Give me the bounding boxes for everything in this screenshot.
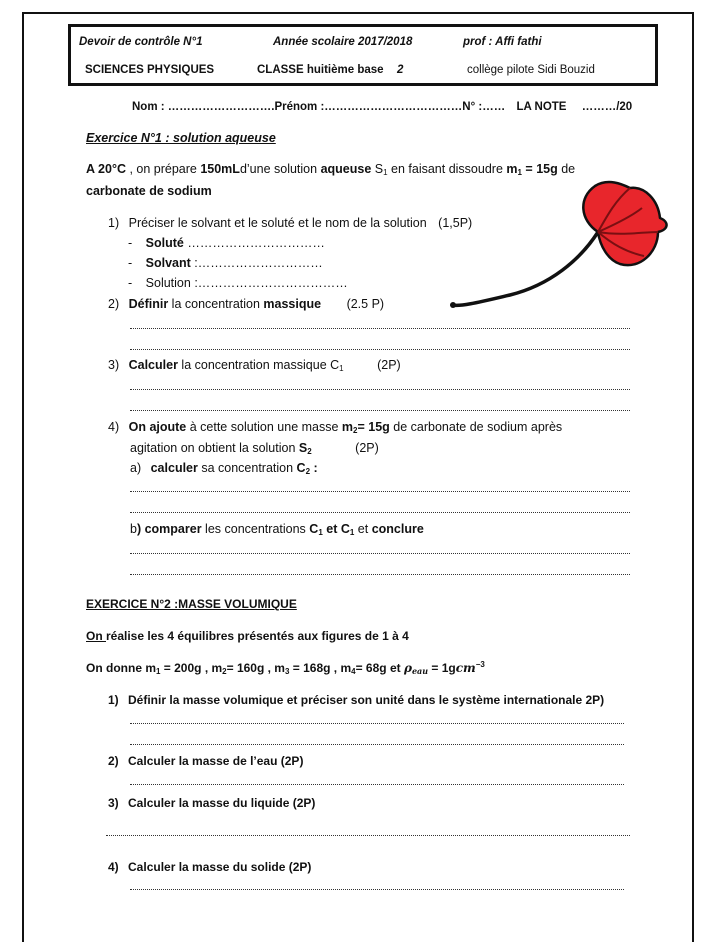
intro-text: en faisant dissoudre xyxy=(387,162,507,176)
bullet-dash: - xyxy=(128,256,133,270)
bullet-dash: - xyxy=(128,276,133,290)
superscript: −3 xyxy=(475,660,485,669)
question-text: Préciser le solvant et le soluté et le nom de la solution xyxy=(128,216,427,230)
bullet-dash: - xyxy=(128,236,133,250)
question-number: 3) xyxy=(108,358,120,372)
header-box xyxy=(68,24,658,86)
grade-label: LA NOTE xyxy=(516,101,567,113)
question-text: à cette solution une masse xyxy=(186,420,342,434)
ex1-question-4a xyxy=(130,461,318,476)
question-verb: On ajoute xyxy=(128,420,187,434)
exercise2-intro xyxy=(86,629,409,643)
question-text: Calculer la masse du solide (2P) xyxy=(128,860,312,874)
intro-text: d’une solution xyxy=(239,162,321,176)
intro-temp: A 20°C xyxy=(86,162,126,176)
subscript: 3 xyxy=(284,667,290,676)
intro-text: , on prépare xyxy=(125,162,201,176)
q1-item-solvant xyxy=(128,256,323,270)
answer-line[interactable] xyxy=(130,349,630,350)
solution-symbol: S xyxy=(298,441,308,455)
teacher-name: prof : Affi fathi xyxy=(463,36,542,48)
answer-line[interactable] xyxy=(106,835,630,836)
ex1-question-2 xyxy=(108,297,384,311)
given-text: On donne m xyxy=(86,661,156,675)
rho-symbol: ρ xyxy=(403,661,412,675)
answer-blank[interactable]: :……………………………… xyxy=(190,276,348,290)
mass-value: = 15g xyxy=(357,420,390,434)
ex2-question-3 xyxy=(108,796,315,810)
stem-end xyxy=(450,302,456,308)
given-text: = 1g xyxy=(428,661,456,675)
exam-title: Devoir de contrôle N°1 xyxy=(79,36,203,48)
given-text: = 200g , m xyxy=(160,661,223,675)
question-text: et xyxy=(354,522,372,536)
subquestion-label: a) xyxy=(130,461,142,475)
poppy-flower-icon xyxy=(440,180,680,320)
intro-text: réalise les 4 équilibres présentés aux figures de 1 à 4 xyxy=(106,629,409,643)
school-name: collège pilote Sidi Bouzid xyxy=(467,64,595,76)
ex1-question-4 xyxy=(108,420,562,435)
subscript: 2 xyxy=(353,426,358,435)
answer-line[interactable] xyxy=(130,784,624,785)
subscript: eau xyxy=(411,666,429,676)
item-label: Solution xyxy=(145,276,191,290)
subscript: 1 xyxy=(383,168,388,177)
subscript: 4 xyxy=(351,667,356,676)
question-verb: Définir xyxy=(128,297,169,311)
subscript: 2 xyxy=(222,667,227,676)
flower-stem xyxy=(452,232,598,305)
ex2-question-4 xyxy=(108,860,311,874)
subscript: 2 xyxy=(305,467,311,476)
grade-field[interactable]: ………/20 xyxy=(581,101,633,113)
question-number: 1) xyxy=(108,216,120,230)
given-text: = 168g , m xyxy=(289,661,352,675)
answer-line[interactable] xyxy=(130,389,630,390)
answer-blank[interactable]: …………………………… xyxy=(183,236,325,250)
question-text: Calculer la masse du liquide (2P) xyxy=(128,796,316,810)
question-number: 2) xyxy=(108,754,119,768)
student-info-line xyxy=(132,101,632,113)
given-text: = 160g , m xyxy=(226,661,285,675)
question-verb: comparer xyxy=(141,522,202,536)
question-text: Calculer la masse de l’eau (2P) xyxy=(128,754,304,768)
question-number: 3) xyxy=(108,796,119,810)
exercise1-title: Exercice N°1 : solution aqueuse xyxy=(86,131,276,145)
answer-blank[interactable]: :………………………… xyxy=(190,256,323,270)
intro-m1: m xyxy=(506,162,518,176)
question-text: la concentration massique C xyxy=(177,358,340,372)
ex1-question-4-line2 xyxy=(130,441,379,456)
exercise2-given xyxy=(86,660,485,676)
subquestion-paren: ) xyxy=(136,522,142,536)
answer-line[interactable] xyxy=(130,744,624,745)
subject: SCIENCES PHYSIQUES xyxy=(85,64,215,76)
question-verb: Calculer xyxy=(128,358,178,372)
intro-mass: = 15g xyxy=(521,162,558,176)
question-points: (2.5 P) xyxy=(346,297,385,311)
unit: cm xyxy=(455,661,476,675)
intro-aqueuse: aqueuse xyxy=(320,162,372,176)
answer-line[interactable] xyxy=(130,512,630,513)
ex1-question-3 xyxy=(108,358,401,373)
question-number: 4) xyxy=(108,420,120,434)
intro-text: de xyxy=(557,162,576,176)
ex2-question-2 xyxy=(108,754,303,768)
intro-volume: 150mL xyxy=(200,162,240,176)
question-text: Définir la masse volumique et préciser son unité dans le système internationale 2P) xyxy=(128,693,605,707)
answer-line[interactable] xyxy=(130,328,630,329)
class-number: 2 xyxy=(397,64,404,76)
question-text: sa concentration xyxy=(197,461,297,475)
subscript: 1 xyxy=(517,168,522,177)
subscript: 1 xyxy=(349,528,355,537)
answer-line[interactable] xyxy=(130,723,624,724)
question-text: la concentration xyxy=(168,297,264,311)
intro-s1: S xyxy=(371,162,384,176)
question-points: (1,5P) xyxy=(438,216,473,230)
question-text: de carbonate de sodium après xyxy=(389,420,563,434)
question-verb: calculer xyxy=(150,461,198,475)
subscript: 1 xyxy=(339,364,344,373)
question-number: 1) xyxy=(108,693,119,707)
answer-line[interactable] xyxy=(130,889,624,890)
answer-line[interactable] xyxy=(130,574,630,575)
question-number: 2) xyxy=(108,297,120,311)
school-year: Année scolaire 2017/2018 xyxy=(273,36,413,48)
q1-item-solute xyxy=(128,236,325,250)
subquestion-label: b xyxy=(130,522,137,536)
question-points: (2P) xyxy=(377,358,401,372)
subscript: 2 xyxy=(307,447,312,456)
subscript: 1 xyxy=(318,528,323,537)
ex1-question-1 xyxy=(108,216,472,230)
ex2-question-1 xyxy=(108,693,604,707)
question-verb: conclure xyxy=(371,522,424,536)
exercise2-title: EXERCICE N°2 :MASSE VOLUMIQUE xyxy=(86,597,297,611)
subscript: 1 xyxy=(156,667,161,676)
concentration-symbol: et C xyxy=(322,522,350,536)
exercise1-intro-line2: carbonate de sodium xyxy=(86,184,212,198)
answer-line[interactable] xyxy=(130,553,630,554)
question-keyword: massique xyxy=(263,297,322,311)
question-number: 4) xyxy=(108,860,119,874)
question-text: agitation on obtient la solution xyxy=(130,441,299,455)
concentration-symbol: C xyxy=(309,522,319,536)
colon: : xyxy=(310,461,318,475)
exercise1-intro xyxy=(86,162,575,177)
class-label: CLASSE huitième base xyxy=(257,64,384,76)
item-label: Soluté xyxy=(145,236,184,250)
given-text: = 68g et xyxy=(355,661,404,675)
student-name-fields[interactable]: Nom : ……………………….Prénom :………………………………N° :…… xyxy=(132,101,509,113)
ex1-question-4b xyxy=(130,522,424,537)
item-label: Solvant xyxy=(145,256,191,270)
answer-line[interactable] xyxy=(130,410,630,411)
concentration-symbol: C xyxy=(296,461,306,475)
mass-symbol: m xyxy=(341,420,354,434)
question-text: les concentrations xyxy=(201,522,310,536)
question-points: (2P) xyxy=(355,441,379,455)
intro-on: On xyxy=(86,629,106,643)
q1-item-solution xyxy=(128,276,348,290)
answer-line[interactable] xyxy=(130,491,630,492)
flower-petals xyxy=(583,182,666,265)
